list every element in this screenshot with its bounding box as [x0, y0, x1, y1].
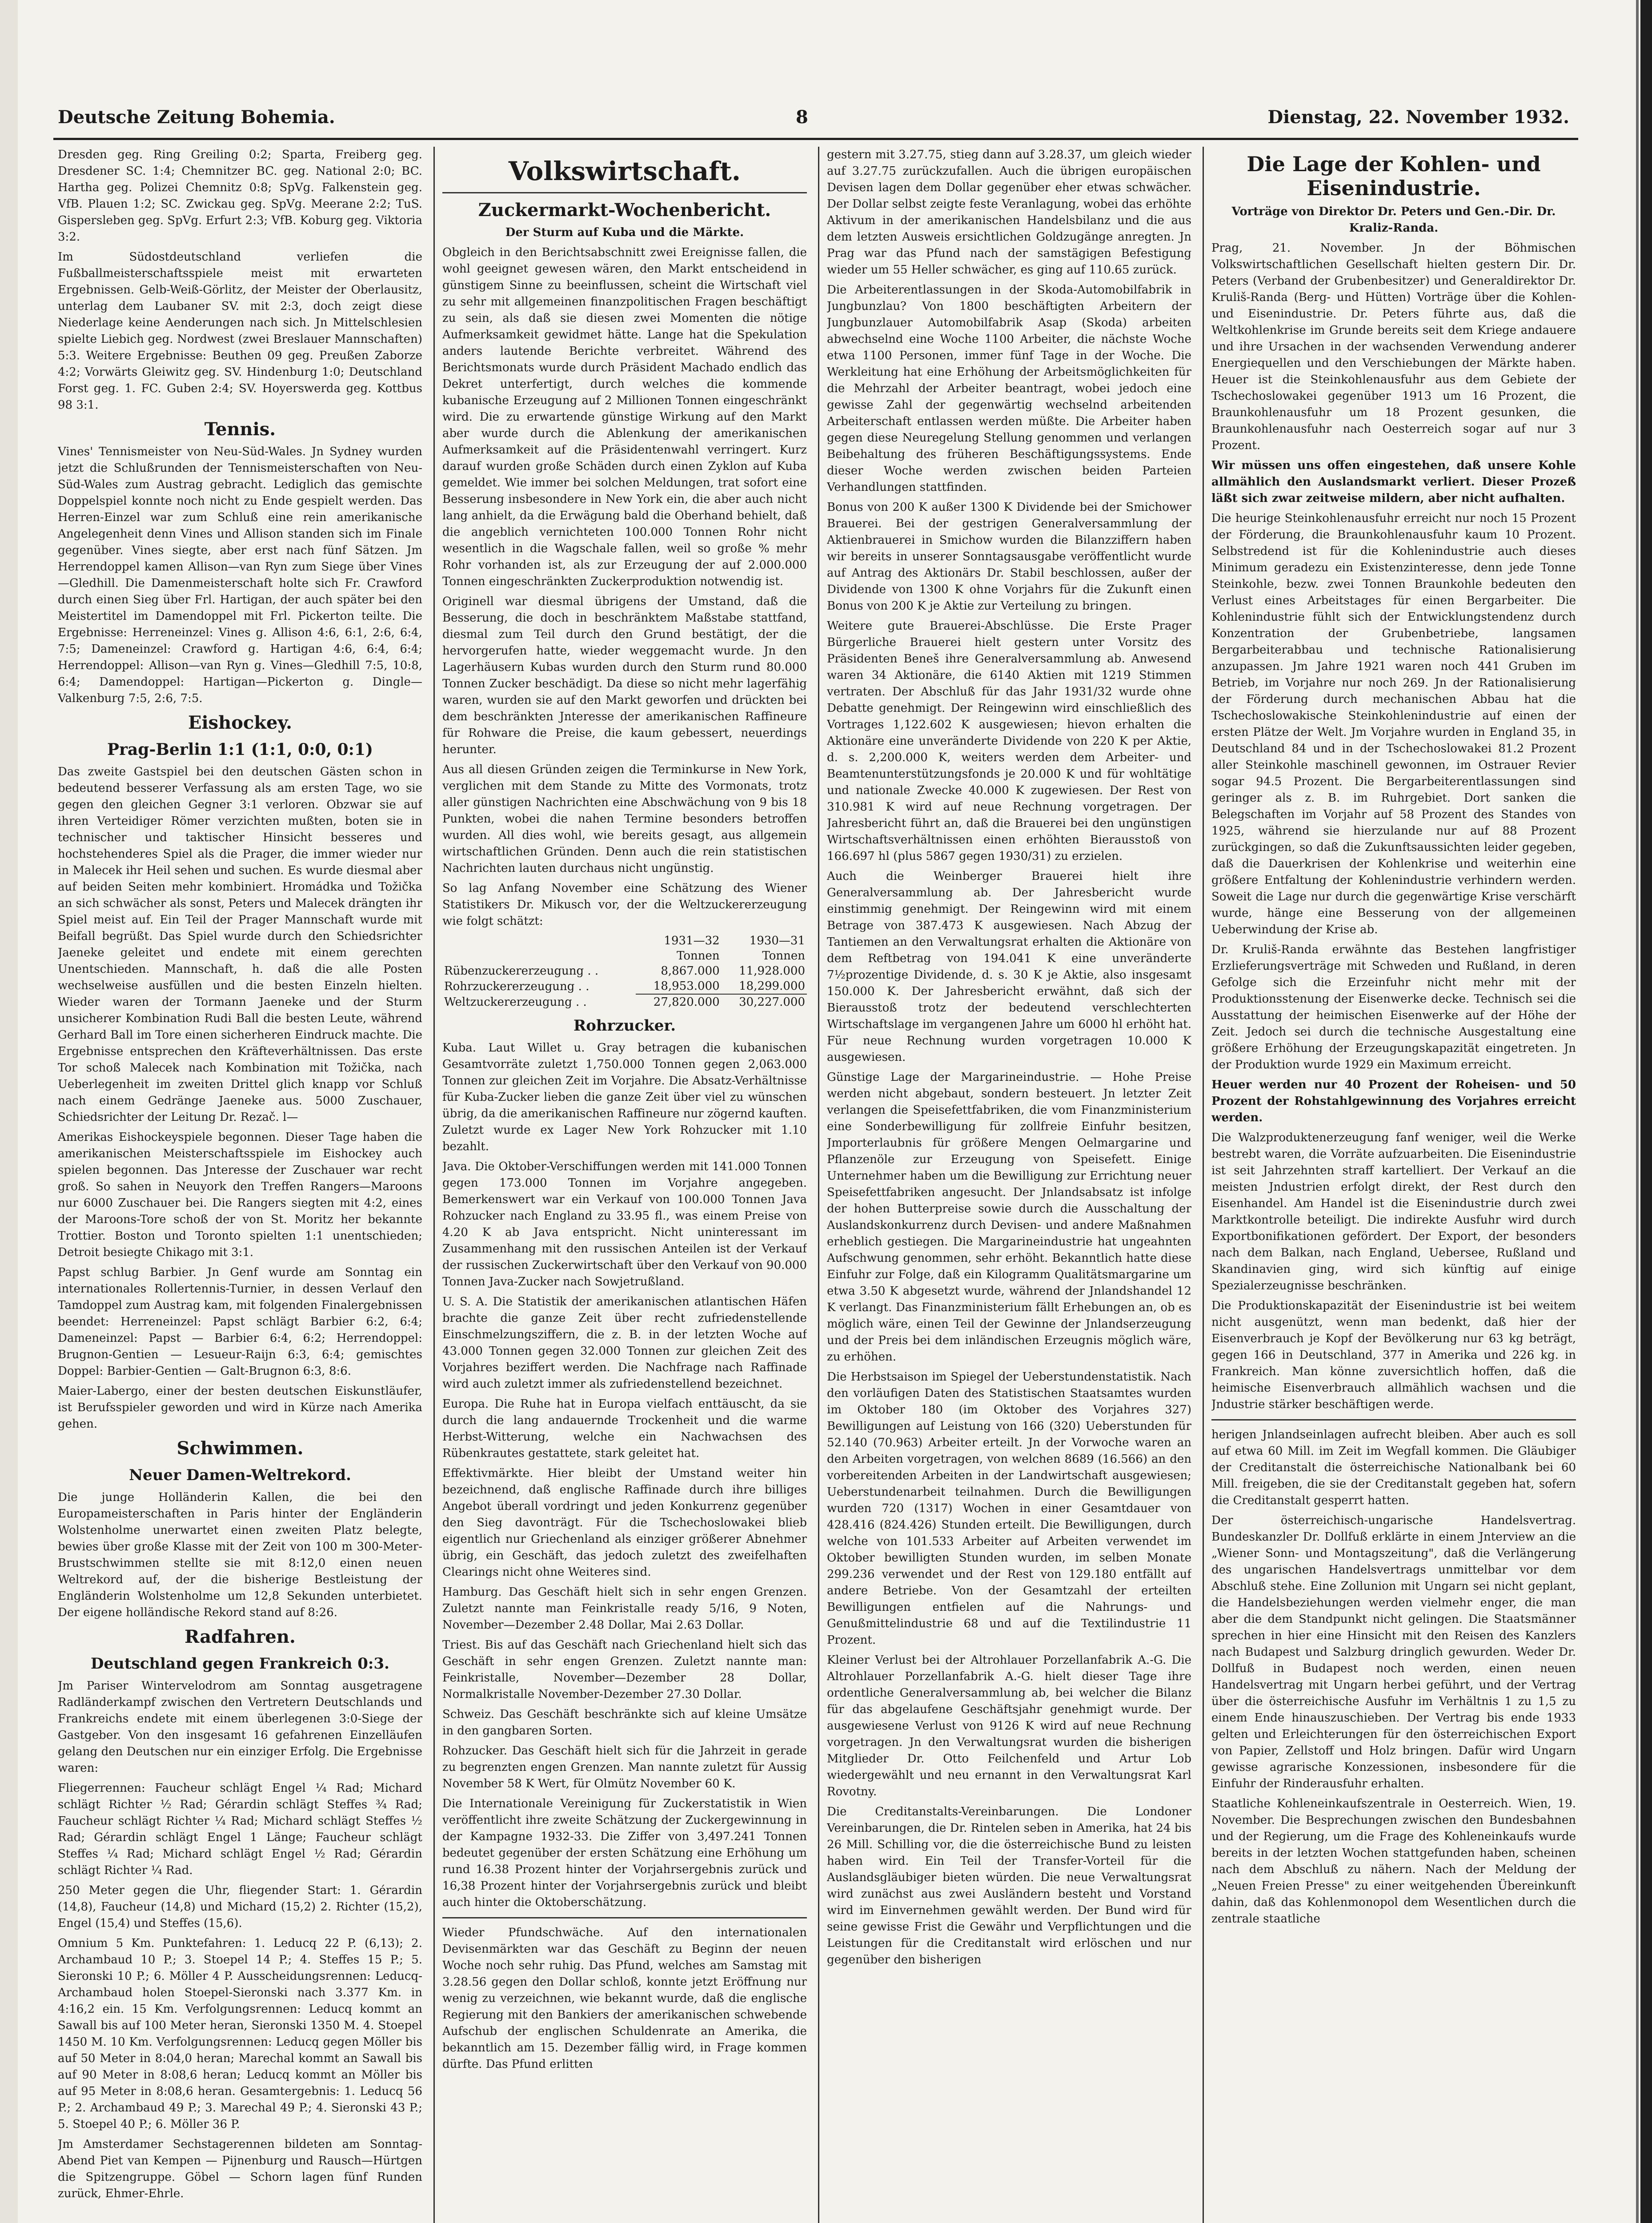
publication-name: Deutsche Zeitung Bohemia. [58, 107, 335, 128]
tennis-heading: Tennis. [204, 419, 276, 440]
sugar-effective-markets: Effektivmärkte. Hier bleibt der Umstand weiter hin bezeichnend, daß englische Raffinade durch ihre billiges Angebot überall vordringt und jeden Konkurrenz gegenüber den Sieg davonträgt. Für die Tschechoslowakei blieb eigentlich nur Griechenland als einziger größerer Abnehmer übrig, ein Geschäft, das jedoch zuletzt des zweifelhaften Clearings nicht ohne Weiteres sind. [442, 1467, 807, 1579]
issue-date: Dienstag, 22. November 1932. [1267, 107, 1569, 128]
table-unit-row: Tonnen Tonnen [677, 949, 805, 963]
americas-hockey: Amerikas Eishockeyspiele begonnen. Dieser Tage haben die amerikanischen Meisterschaftsspiele im Eishockey auch spielen begonnen. Das Jnteresse der Zuschauer war recht groß. So sahen in Neuyork den Treffen Rangers—Maroons nur 6000 Zuschauer bei. Die Rangers siegten mit 4:2, eines der Maroons-Tore schoß der von St. Moritz her bekannte Trottier. Boston und Toronto spielten 1:1 unentschieden; Detroit besiegte Chikago mit 3:1. [58, 1131, 422, 1259]
iron-p6: Die Walzproduktenerzeugung fanf weniger, weil die Werke bestrebt waren, die Vorräte aufzuarbeiten. Die Eisenindustrie ist seit Jahrzehnten straff kartelliert. Der Verkauf an die meisten Jndustrien erfolgt direkt, der Rest durch den Eisenhandel. Am Handel ist die Eisenindustrie durch zwei Marktkontrolle beteiligt. Die indirekte Ausfuhr wird durch Exportbonifikationen gefördert. Der Export, der besonders nach dem Balkan, nach England, Uebersee, Rußland und Skandinavien ging, wird sich künftig auf einige Spezialerzeugnisse beschränken. [1211, 1131, 1576, 1292]
coal-iron-kicker: Vorträge von Direktor Dr. Peters und Gen.-Dir. Dr. Kraliz-Randa. [1231, 205, 1556, 235]
article-rule [1211, 1419, 1576, 1420]
coal-p2: Wir müssen uns offen eingestehen, daß unsere Kohle allmählich den Auslandsmarkt verliert. Dieser Prozeß läßt sich zwar zeitweise mildern, aber nicht aufhalten. [1211, 459, 1576, 505]
page-header [40, 107, 1578, 133]
swimming-article: Die junge Holländerin Kallen, die bei den Europameisterschaften in Paris hinter der Engländerin Wolstenholme unerwartet einen zweiten Platz belegte, bewies über große Klasse mit der Zeit von 100 m 300-Meter-Brustschwimmen stellte sie mit 8:12,0 einen neuen Weltrekord auf, der die bisherige Bestleistung der Engländerin Wolstenholme um 12,8 Sekunden unterbietet. Der eigene holländische Rekord stand auf 8:26. [58, 1491, 422, 1619]
column-divider-1 [433, 147, 435, 2223]
sugar-europe: Europa. Die Ruhe hat in Europa vielfach enttäuscht, da sie durch die lang andauernde Trockenheit und die warme Herbst-Witterung, welche ein Nachwachsen des Rübenkrautes gestattete, stark geleitet hat. [442, 1397, 807, 1460]
austro-hungarian-trade: Der österreichisch-ungarische Handelsvertrag. Bundeskanzler Dr. Dollfuß erklärte in einem Jnterview an die „Wiener Sonn- und Montagszeitung", daß die Verlängerung des ungarischen Handelsvertrags unmittelbar vor dem Abschluß stehe. Eine Zollunion mit Ungarn sei nicht geplant, die Handelsbeziehungen werden vielmehr enger, die man aber die dem Standpunkt nicht gelingen. Die Staatsmänner sprechen in hier eine Hinsicht mit den Reisen des Kanzlers nach Budapest und Salzburg dringlich gewurden. Weder Dr. Dollfuß in Budapest noch werden, einen neuen Handelsvertrag mit Ungarn herbei geführt, und der Vertrag über die österreichische Ausfuhr im Verhältnis 1 zu 1,5 zu einem Ende hinauszuschieben. Der Vertrag bis ende 1933 gelten und Erleichterungen für den österreichischen Export von Papier, Zellstoff und Holz bringen. Dafür wird Ungarn gewisse agrarische Konzessionen, insbesondere für die Einfuhr der Rinderausfuhr erhalten. [1211, 1514, 1576, 1790]
section-rule [442, 192, 807, 193]
margarine-industry: Günstige Lage der Margarineindustrie. — Hohe Preise werden nicht abgebaut, sondern besteuert. Jn letzter Zeit verlangen die Speisefettfabriken, die vom Finanzministerium eine Sonderbewilligung für zollfreie Einfuhr besitzen, Jmporterlaubnis für größere Mengen Oelmargarine und Pflanzenöle zur Erzeugung von Speisefett. Einige Unternehmer haben um die Bewilligung zur Errichtung neuer Speisefettfabriken angesucht. Der Jnlandsabsatz ist infolge der hohen Butterpreise sowie durch die Ausschaltung der Auslandskonkurrenz durch Devisen- und andere Maßnahmen erheblich gestiegen. Die Margarineindustrie hat ungeahnten Aufschwung genommen, sehr erhöht. Bekanntlich hatte diese Einfuhr zur Folge, daß ein Kilogramm Qualitätsmargarine um etwa 3.50 K abgesetzt wurde, während der Jnlandshandel 12 K verlangt. Das Finanzministerium fällt Erhebungen an, ob es möglich wäre, einen Teil der Gewinne der Jnlandserzeugung und der Preis bei dem inländischen Erzeugnis möglich wäre, zu erhöhen. [827, 1071, 1191, 1364]
sugar-report-kicker: Der Sturm auf Kuba und die Märkte. [505, 226, 744, 239]
austrian-coal-center: Staatliche Kohleneinkaufszentrale in Oesterreich. Wien, 19. November. Die Besprechungen zwischen den Bundesbahnen und der Regierung, um die Frage des Kohleneinkaufs wurde bereits in der letzten Wochen stattgefunden haben, scheinen nach dem Abschluß zu nähern. Nach der Meldung der „Neuen Freien Presse" zu einer weitgehenden Übereinkunft dahin, daß das Kohlenmonopol dem Wesentlichen durch die zentrale staatliche [1211, 1797, 1576, 1926]
newspaper-page [40, 0, 1578, 2223]
sugar-p3: Aus all diesen Gründen zeigen die Terminkurse in New York, verglichen mit dem Stande zu Mitte des Vormonats, trotz aller günstigen Nachrichten eine Abschwächung von 9 bis 18 Punkten, wobei die nahen Termine besonders betroffen wurden. All dies wohl, wie bereits gesagt, aus allgemein wirtschaftlichen Gründen. Denn auch die rein statistischen Nachrichten lauten durchaus nicht ungünstig. [442, 763, 807, 875]
icehockey-subheading: Prag-Berlin 1:1 (1:1, 0:0, 0:1) [107, 740, 373, 759]
sugar-report-heading: Zuckermarkt-Wochenbericht. [478, 200, 771, 221]
roller-tennis: Papst schlug Barbier. Jn Genf wurde am Sonntag ein internationales Rollertennis-Turnier, in dessen Verlauf den Tamdoppel zum Austrag kam, mit folgenden Finalergebnissen beendet: Herreneinzel: Papst schlägt Barbier 6:2, 6:4; Dameneinzel: Papst — Barbier 6:4, 6:2; Herrendoppel: Brugnon-Gentien — Lesueur-Raijn 6:3, 6:4; gemischtes Doppel: Barbier-Gentien — Galt-Brugnon 6:3, 8:6. [58, 1266, 422, 1378]
table-row: Rohrzuckererzeugung . . 18,953.000 18,299.000 [442, 979, 807, 994]
economy-section-title: Volkswirtschaft. [508, 156, 741, 186]
currency-continued: gestern mit 3.27.75, stieg dann auf 3.28.37, um gleich wieder auf 3.27.75 zurückzufallen. Auch die übrigen europäischen Devisen lagen dem Dollar gegenüber eher etwas schwächer. Der Dollar selbst zeigte feste Veranlagung, wobei das erhöhte Aktivum in der amerikanischen Handelsbilanz und die aus dem letzten Ausweis ersichtlichen Goldzugänge anregten. Jn Prag war das Pfund nach der samstägigen Befestigung wieder um 55 Heller schwächer, es ging auf 110.65 zurück. [827, 148, 1191, 277]
swimming-heading: Schwimmen. [176, 1438, 304, 1459]
header-rule [53, 138, 1578, 140]
maier-labergo: Maier-Labergo, einer der besten deutschen Eiskunstläufer, ist Berufsspieler geworden und wird in Kürze nach Amerika gehen. [58, 1384, 422, 1431]
sugar-statistics: Die Internationale Vereinigung für Zuckerstatistik in Wien veröffentlicht ihre zweite Schätzung der Zuckergewinnung in der Kampagne 1932-33. Die Ziffer von 3,497.241 Tonnen bedeutet gegenüber der ersten Schätzung eine Erhöhung um rund 16.38 Prozent hinter der Vorjahrsergebnis zurück und 16,38 Prozent hinter der Vorjahrsergebnis zurück und bleibt auch hinter die Oktoberschätzung. [442, 1797, 807, 1909]
page-left-shadow [0, 0, 18, 2223]
table-row: Weltzuckererzeugung . . 27,820.000 30,227.000 [444, 995, 805, 1009]
creditanstalt-agreements: Die Creditanstalts-Vereinbarungen. Die Londoner Vereinbarungen, die Dr. Rintelen seben in Amerika, hat 24 bis 26 Mill. Schilling vor, die die österreichische Bund zu leisten haben wird. Ein Teil der Transfer-Vorteil für die Auslandsgläubiger bieten würden. Die neue Verwaltungsrat wird zunächst aus zwei Ausländern besteht und Vorstand wird im Einvernehmen gewählt werden. Der Bund wird für seine gewisse Frist die Gewähr und Verpflichtungen und die Leistungen für die Creditanstalt wird erlöschen und nur gegenüber den bisherigen [827, 1805, 1191, 1966]
icehockey-heading: Eishockey. [188, 712, 293, 733]
tennis-article: Vines' Tennismeister von Neu-Süd-Wales. Jn Sydney wurden jetzt die Schlußrunden der Tennismeisterschaften von Neu-Süd-Wales zum Austrag gebracht. Lediglich das gemischte Doppelspiel konnte noch nicht zu Ende gespielt werden. Das Herren-Einzel war zum Schluß eine rein amerikanische Angelegenheit denn Vines und Allison standen sich im Finale gegenüber. Vines siegte, aber erst nach fünf Sätzen. Jm Herrendoppel kamen Allison—van Ryn zum Siege über Vines—Gledhill. Die Damenmeisterschaft holte sich Fr. Crawford durch einen Sieg über Frl. Hartigan, der auch später bei den Meistertitel im Damendoppel mit Frl. Pickerton teilte. Die Ergebnisse: Herreneinzel: Vines g. Allison 4:6, 6:1, 2:6, 6:4, 7:5; Dameneinzel: Crawford g. Hartigan 4:6, 6:4, 6:4; Herrendoppel: Allison—van Ryn g. Vines—Gledhill 7:5, 10:8, 6:4; Damendoppel: Hartigan—Pickerton g. Dingle—Valkenburg 7:5, 2:6, 7:5. [58, 445, 422, 705]
swimming-subheading: Neuer Damen-Weltrekord. [129, 1466, 351, 1484]
weinberger-brewery: Auch die Weinberger Brauerei hielt ihre Generalversammlung ab. Der Jahresbericht wurde einstimmig genehmigt. Der Reingewinn wird mit einem Betrage von 387.473 K ausgewiesen. Nach Abzug der Tantiemen an den Verwaltungsrat erhalten die Aktionäre von dem Reftbetrag von 194.041 K eine unveränderte 7½prozentige Dividende, d. s. 30 K je Aktie, also insgesamt 150.000 K. Der Jahresbericht erwähnt, daß sich der Bierausstoß trotz der bedeutend verschlechterten Wirtschaftslage im vergangenen Jahre um 6000 hl erhöht hat. Für neue Rechnung wurden vorgetragen 10.000 K ausgewiesen. [827, 870, 1191, 1064]
cycling-sprint: Fliegerrennen: Faucheur schlägt Engel ¼ Rad; Michard schlägt Richter ½ Rad; Gérardin schlägt Steffes ¾ Rad; Faucheur schlägt Richter ¼ Rad; Michard schlägt Steffes ½ Rad; Gérardin schlägt Engel 1 Länge; Faucheur schlägt Steffes ¼ Rad; Michard schlägt Engel ½ Rad; Gérardin schlägt Richter ¼ Rad. [58, 1782, 422, 1877]
page-edge-inner [1636, 0, 1639, 2223]
cycling-heading: Radfahren. [184, 1626, 296, 1647]
pound-weakness: Wieder Pfundschwäche. Auf den internationalen Devisenmärkten war das Geschäft zu Beginn der neuen Woche noch sehr ruhig. Das Pfund, welches am Samstag mit 3.28.56 gegen den Dollar schloß, konnte jetzt Eröffnung nur wenig zu verzeichnen, wie bekannt wurde, daß die englische Regierung mit den Bankiers der amerikanischen schwebende Aufschub der englischen Schuldenrate an Amerika, die bekanntlich am 15. Dezember fällig wird, in Frage kommen dürfte. Das Pfund erlitten [442, 1926, 807, 2071]
southeast-football: Im Südostdeutschland verliefen die Fußballmeisterschaftsspiele meist mit erwarteten Ergebnissen. Gelb-Weiß-Görlitz, der Meister der Oberlausitz, unterlag dem Laubaner SV. mit 2:3, doch zeigt diese Niederlage keine Aenderungen nach sich. Jn Mittelschlesien spielte Liebich geg. Nordwest (zwei Breslauer Mannschaften) 5:3. Weitere Ergebnisse: Beuthen 09 geg. Preußen Zaborze 4:2; Vorwärts Gleiwitz geg. SV. Hindenburg 1:0; Deutschland Forst geg. 1. FC. Guben 2:4; SV. Hoyerswerda geg. Kottbus 98 3:1. [58, 250, 422, 412]
football-results: Dresden geg. Ring Greiling 0:2; Sparta, Freiberg geg. Dresdener SC. 1:4; Chemnitzer BC. geg. National 2:0; BC. Hartha geg. Polizei Chemnitz 0:8; SpVg. Falkenstein geg. VfB. Plauen 1:2; SC. Zwickau geg. SpVg. Meerane 2:2; TuS. Gispersleben geg. SpVg. Erfurt 2:3; VfB. Koburg geg. Viktoria 3:2. [58, 148, 422, 244]
article-rule [442, 1917, 807, 1918]
column-economy [442, 147, 807, 2223]
iron-p7: Die Produktionskapazität der Eisenindustrie ist bei weitem nicht ausgenützt, wenn man bedenkt, daß hier der Eisenverbrauch je Kopf der Bevölkerung nur 63 kg beträgt, gegen 166 in Deutschland, 377 in Amerika und 226 kg. in Frankreich. Man könne zuversichtlich hoffen, daß die heimische Eisenverbrauch allmählich wachsen und die Jndustrie stärker beschäftigen werde. [1211, 1299, 1576, 1411]
skoda-layoffs: Die Arbeiterentlassungen in der Skoda-Automobilfabrik in Jungbunzlau? Von 1800 beschäftigten Arbeitern der Jungbunzlauer Automobilfabrik Asap (Skoda) arbeiten abwechselnd eine Woche 1100 Arbeiter, die nächste Woche etwa 1100 Personen, immer fünf Tage in der Woche. Die Werkleitung hat eine Erhöhung der Arbeitsmöglichkeiten für die Mehrzahl der Arbeiter beantragt, wobei jedoch eine gewisse Zahl der gegenwärtig wechselnd arbeitenden Arbeiterschaft entlassen werden müßte. Die Arbeiter haben gegen diese Neuregelung Stellung genommen und verlangen Beibehaltung des früheren Beschäftigungssystems. Ende dieser Woche werden zwischen beiden Parteien Verhandlungen stattfinden. [827, 283, 1191, 494]
cycling-subheading: Deutschland gegen Frankreich 0:3. [91, 1655, 389, 1673]
column-business [827, 147, 1191, 2223]
table-header-row: 1931—32 1930—31 [664, 934, 805, 947]
coal-p1: Prag, 21. November. Jn der Böhmischen Volkswirtschaftlichen Gesellschaft hielten gestern Dir. Dr. Peters (Verband der Grubenbesitzer) und Generaldirektor Dr. Kruliš-Randa (Berg- und Hütten) Vorträge über die Kohlen- und Eisenindustrie. Dr. Peters führte aus, daß die Weltkohlenkrise im Grunde bereits seit dem Kriege andauere und ihre Ursachen in der wachsenden Verwendung anderer Energiequellen und den Verschiebungen der Märkte haben. Heuer ist die Steinkohlenausfuhr aus dem Gebiete der Tschechoslowakei gegenüber 1913 um 16 Prozent, die Braunkohlenausfuhr um 18 Prozent gesunken, die Braunkohlenausfuhr nach Oesterreich sogar auf nur 3 Prozent. [1211, 241, 1576, 452]
sugar-trieste: Triest. Bis auf das Geschäft nach Griechenland hielt sich das Geschäft in sehr engen Grenzen. Zuletzt nannte man: Feinkristalle, November—Dezember 28 Dollar, Normalkristalle November-Dezember 27.30 Dollar. [442, 1638, 807, 1701]
column-coal-iron [1211, 147, 1576, 2223]
sugar-hamburg: Hamburg. Das Geschäft hielt sich in sehr engen Grenzen. Zuletzt nannte man Feinkristalle ready 5/16, 9 Noten, November—Dezember 2.48 Dollar, Mai 2.63 Dollar. [442, 1585, 807, 1632]
page-number: 8 [796, 107, 808, 128]
table-row: Rübenzuckererzeugung . . 8,867.000 11,928.000 [444, 964, 805, 978]
iron-p5: Heuer werden nur 40 Prozent der Roheisen- und 50 Prozent der Rohstahlgewinnung des Vorjahres erreicht werden. [1211, 1078, 1576, 1124]
coal-p3: Die heurige Steinkohlenausfuhr erreicht nur noch 15 Prozent der Förderung, die Braunkohlenausfuhr kaum 10 Prozent. Selbstredend ist für die Kohlenindustrie auch dieses Minimum geradezu ein Existenzinteresse, denn jede Tonne Steinkohle, bezw. zwei Tonnen Braunkohle bedeuten den Verlust eines Arbeitstages für einen Bergarbeiter. Die Kohlenindustrie fühlt sich der Entwicklungstendenz durch Konzentration der Grubenbetriebe, langsamen Bergarbeiterabbau und technische Rationalisierung anzupassen. Jm Jahre 1921 waren noch 441 Gruben im Betrieb, im Vorjahre nur noch 269. Jn der Rationalisierung der Förderung durch mechanischen Abbau hat die Tschechoslowakische Steinkohlenindustrie auf einen der ersten Plätze der Welt. Jm Vorjahre wurden in England 35, in Deutschland 84 und in der Tschechoslowakei 81.2 Prozent aller Steinkohle maschinell gewonnen, im Ostrauer Revier sogar 94.5 Prozent. Die Bergarbeiterentlassungen sind geringer als z. B. im Ruhrgebiet. Dort sanken die Belegschaften im Vorjahr auf 58 Prozent des Standes von 1925, während sie hierzulande nur auf 88 Prozent zurückgingen, so daß die Zukunftsaussichten leider gegeben, daß die Dauerkrisen der Kohlenkrise und weiterhin eine größere Entfaltung der Kohlenindustrie verhindern werden. Soweit die Lage nur durch die gegenwärtige Krise verschärft wurde, hänge eine Besserung von der allgemeinen Ueberwindung der Krise ab. [1211, 512, 1576, 936]
creditanstalt-continued: herigen Jnlandseinlagen aufrecht bleiben. Aber auch es soll auf etwa 60 Mill. im Zeit im Wegfall kommen. Die Gläubiger der Creditanstalt die österreichische Nationalbank bei 60 Mill. freigeben, die sie der Creditanstalt gegeben hat, sofern die Creditanstalt gesperrt hatten. [1211, 1428, 1576, 1507]
column-divider-2 [818, 147, 819, 2223]
sugar-raw: Rohzucker. Das Geschäft hielt sich für die Jahrzeit in gerade zu begrenzten engen Grenzen. Man nannte zuletzt für Aussig November 58 K Wert, für Olmütz November 60 K. [442, 1744, 807, 1790]
sugar-p4: So lag Anfang November eine Schätzung des Wiener Statistikers Dr. Mikusch vor, der die Weltzuckererzeugung wie folgt schätzt: [442, 882, 807, 928]
brewery-results: Weitere gute Brauerei-Abschlüsse. Die Erste Prager Bürgerliche Brauerei hielt gestern unter Vorsitz des Präsidenten Beneš ihre Generalversammlung ab. Anwesend waren 34 Aktionäre, die 6140 Aktien mit 1219 Stimmen vertraten. Der Abschluß für das Jahr 1931/32 wurde ohne Debatte genehmigt. Der Reingewinn wird einschließlich des Vortrages 1,122.602 K ausgewiesen; hievon erhalten die Aktionäre eine unveränderte Dividende von 220 K per Aktie, d. s. 2,200.000 K, weiters werden dem Arbeiter- und Beamtenunterstützungsfonds je 20.000 K und für wohltätige und nationale Zwecke 40.000 K zugewiesen. Der Rest von 310.981 K wird auf neue Rechnung vorgetragen. Der Jahresbericht führt an, daß die Brauerei bei den ungünstigen Wirtschaftsverhältnissen einen erhöhten Bierausstoß von 166.697 hl (plus 5867 gegen 1930/31) zu erzielen. [827, 619, 1191, 863]
altrohlau-porcelain: Kleiner Verlust bei der Altrohlauer Porzellanfabrik A.-G. Die Altrohlauer Porzellanfabrik A.-G. hielt dieser Tage ihre ordentliche Generalversammlung ab, bei welcher die Bilanz für das abgelaufene Geschäftsjahr genehmigt wurde. Der ausgewiesene Verlust von 9126 K wird auf neue Rechnung vorgetragen. Jn den Verwaltungsrat wurden die bisherigen Mitglieder Dr. Otto Feilchenfeld und Artur Lob wiedergewählt und neu ernannt in den Verwaltungsrat Karl Rovotny. [827, 1653, 1191, 1798]
sugar-cuba: Kuba. Laut Willet u. Gray betragen die kubanischen Gesamtvorräte zuletzt 1,750.000 Tonnen gegen 2,063.000 Tonnen zur gleichen Zeit im Vorjahre. Die Absatz-Verhältnisse für Kuba-Zucker lieben die ganze Zeit über viel zu wünschen übrig, da die amerikanischen Raffineure nur zögernd kauften. Zuletzt wurde ex Lager New York Rohzucker mit 1.10 bezahlt. [442, 1041, 807, 1153]
iron-p4: Dr. Kruliš-Randa erwähnte das Bestehen langfristiger Erzlieferungsverträge mit Schweden und Rußland, in deren Gefolge sich die Erzeinfuhr nicht mehr mit der Produktionsstenung der Eisenwerke decke. Technisch sei die Ausstattung der heimischen Eisenwerke auf der Höhe der Zeit. Jedoch sei durch die technische Ausgestaltung eine größere Erhöhung der Erzeugungskapazität eingetreten. Jn der Produktion wurde 1929 ein Maximum erreicht. [1211, 943, 1576, 1071]
smichow-brewery: Bonus von 200 K außer 1300 K Dividende bei der Smichower Brauerei. Bei der gestrigen Generalversammlung der Aktienbrauerei in Smichow wurden die Bilanzziffern haben wir bereits in unserer Sonntagsausgabe veröffentlicht wurde auf Antrag des Aktionärs Dr. Stabil beschlossen, außer der Dividende von 1300 K ohne Vorjahrs für die Zukunft einen Bonus von 200 K je Aktie zur Verteilung zu bringen. [827, 501, 1191, 613]
page-edge [1640, 0, 1652, 2223]
column-divider-3 [1203, 147, 1204, 2223]
sugar-switzerland: Schweiz. Das Geschäft beschränkte sich auf kleine Umsätze in den gangbaren Sorten. [442, 1708, 807, 1737]
sugar-java: Java. Die Oktober-Verschiffungen werden mit 141.000 Tonnen gegen 173.000 Tonnen im Vorjahre angegeben. Bemerkenswert war ein Verkauf von 100.000 Tonnen Java Rohzucker nach England zu 33.95 fl., was einem Preise von 4.20 K ab Java entspricht. Nicht uninteressant im Zusammenhang mit den russischen Anteilen ist der Verkauf der russischen Zuckerwirtschaft über den Verkauf von 90.000 Tonnen Java-Zucker nach Sowjetrußland. [442, 1160, 807, 1288]
cycling-intro: Jm Pariser Wintervelodrom am Sonntag ausgetragene Radländerkampf zwischen den Vertretern Deutschlands und Frankreichs endete mit einem überlegenen 3:0-Siege der Gastgeber. Von den insgesamt 16 gefahrenen Einzelläufen gelang den Deutschen nur ein einziger Erfolg. Die Ergebnisse waren: [58, 1679, 422, 1775]
cycling-time-trial: 250 Meter gegen die Uhr, fliegender Start: 1. Gérardin (14,8), Faucheur (14,8) und Michard (15,2) 2. Richter (15,2), Engel (15,4) und Steffes (15,6). [58, 1884, 422, 1930]
coal-iron-heading: Die Lage der Kohlen- und Eisenindustrie. [1247, 152, 1541, 200]
icehockey-article: Das zweite Gastspiel bei den deutschen Gästen schon in bedeutend besserer Verfassung als am ersten Tage, wo sie gegen den gleichen Gegner 3:1 verloren. Obzwar sie auf ihren Verteidiger Römer verzichten mußten, boten sie in technischer und taktischer Hinsicht besseres und hochstehenderes Spiel als die Prager, die immer wieder nur in Malecek ihr Heil sehen und suchen. Es wurde diesmal aber auf beiden Seiten mehr kombiniert. Hromádka und Tožička an sich schwächer als sonst, Peters und Malecek drängten ihr Spiel meist auf. Ein Teil der Prager Mannschaft wurde mit Beifall begrüßt. Das Spiel wurde durch den Schiedsrichter Jaeneke geleitet und endete mit einem gerechten Unentschieden. Mannschaft, h. daß die alle Posten wechselweise ausfüllen und die besten Einzeln hielten. Wieder waren der Tormann Jaeneke und der Sturm unsicherer Kombination Rudi Ball die besten Leute, während Gerhard Ball im Tore einen sicherheren Eindruck machte. Die Ergebnisse entsprechen den Kräfteverhältnissen. Das erste Tor schoß Malecek nach Kombination mit Tožička, nach Ueberlegenheit im zweiten Drittel glich knapp vor Schluß nach einem Gedränge Jaeneke aus. 5000 Zuschauer, Schiedsrichter der Leitung Dr. Rezač. l— [58, 765, 422, 1124]
sugar-usa: U. S. A. Die Statistik der amerikanischen atlantischen Häfen brachte die ganze Zeit über recht zufriedenstellende Einschmelzungsziffern, die z. B. in der letzten Woche auf 43.000 Tonnen gegen 32.000 Tonnen zur gleichen Zeit des Vorjahres beziffert werden. Die Nachfrage nach Raffinade wird auch zuletzt immer als zufriedenstellend bezeichnet. [442, 1295, 807, 1391]
cycling-omnium: Omnium 5 Km. Punktefahren: 1. Leducq 22 P. (6,13); 2. Archambaud 10 P.; 3. Stoepel 14 P.; 4. Steffes 15 P.; 5. Sieronski 10 P.; 6. Möller 4 P. Ausscheidungsrennen: Leducq-Archambaud holen Stoepel-Sieronski nach 3.377 Km. in 4:16,2 ein. 15 Km. Verfolgungsrennen: Leducq kommt an Sawall bis auf 100 Meter heran, Sieronski 1350 M. 4. Stoepel 1450 M. 10 Km. Verfolgungsrennen: Leducq gegen Möller bis auf 50 Meter in 8:04,0 heran; Marechal kommt an Sawall bis auf 90 Meter in 8:08,6 heran; Leducq kommt an Möller bis auf 95 Meter in 8:08,6 heran. Gesamtergebnis: 1. Leducq 56 P.; 2. Archambaud 49 P.; 3. Marechal 49 P.; 4. Sieronski 43 P.; 5. Stoepel 40 P.; 6. Möller 36 P. [58, 1937, 422, 2131]
cycling-sixdays: Jm Amsterdamer Sechstagerennen bildeten am Sonntag-Abend Piet van Kempen — Pijnenburg und Rausch—Hürtgen die Spitzengruppe. Göbel — Schorn lagen fünf Runden zurück, Ehmer-Ehrle. [58, 2138, 422, 2200]
sugar-p2: Originell war diesmal übrigens der Umstand, daß die Besserung, die doch in beschränktem Maßstabe stattfand, diesmal zum Teil durch den Grund bestätigt, der die hervorgerufen hatte, wieder weggemacht wurde. Jn den Lagerhäusern Kubas wurden durch den Sturm rund 80.000 Tonnen Zucker beschädigt. Da diese so nicht mehr lagerfähig waren, wurden sie auf den Markt geworfen und drückten bei dem beschränkten Jnteresse der amerikanischen Raffineure für Rohware die Preise, die kaum gebessert, neuerdings herunter. [442, 595, 807, 756]
raw-sugar-heading: Rohrzucker. [573, 1017, 676, 1035]
overtime-statistics: Die Herbstsaison im Spiegel der Ueberstundenstatistik. Nach den vorläufigen Daten des Statistischen Staatsamtes wurden im Oktober 180 (im Oktober des Vorjahres 327) Bewilligungen auf Leistung von 166 (320) Ueberstunden für 52.140 (70.963) Arbeiter erteilt. Jn der Vorwoche waren an den Arbeiten vorgetragen, von welchen 8689 (16.566) an den vorbereitenden Arbeiten in der Landwirtschaft ausgewiesen; Ueberstundenarbeit teilnahmen. Durch die Bewilligungen wurden 720 (1317) Wochen in einer Gesamtdauer von 428.416 (824.426) Stunden erteilt. Die Bewilligungen, durch welche von 101.533 Arbeiter auf Arbeiten verwendet im Oktober bewilligten Stunden wurden, im selben Monate 299.236 verwendet und der Rest von 129.180 entfällt auf andere Betriebe. Von der Gesamtzahl der erteilten Bewilligungen entfielen auf die Nahrungs- und Genußmittelindustrie 68 und auf die Textilindustrie 11 Prozent. [827, 1370, 1191, 1647]
sugar-production-table [442, 933, 807, 1010]
column-sport [58, 147, 422, 2223]
sugar-p1: Obgleich in den Berichtsabschnitt zwei Ereignisse fallen, die wohl geeignet gewesen wären, den Markt entscheidend in günstigem Sinne zu beeinflussen, scheint die Wirtschaft viel zu sehr mit allgemeinen finanzpolitischen Fragen beschäftigt zu sein, als daß sie diesen zwei Momenten die nötige Aufmerksamkeit gewidmet hätte. Lange hat die Spekulation anders lautende Berichte verbreitet. Während des Berichtsmonats wurde durch Präsident Machado endlich das Dekret unterfertigt, durch welches die kommende kubanische Erzeugung auf 2 Millionen Tonnen eingeschränkt wird. Die zu erwartende günstige Wirkung auf den Markt aber wurde durch die Ablenkung der amerikanischen Aufmerksamkeit auf die Präsidentenwahl verringert. Kurz darauf wurden große Schäden durch einen Zyklon auf Kuba gemeldet. Wie immer bei solchen Meldungen, trat sofort eine Besserung insbesondere in New York ein, die aber auch nicht lang anhielt, da die Erwägung bald die Oberhand behielt, daß die angeblich vernichteten 100.000 Tonnen Rohr nicht wesentlich in die Wagschale fallen, weil so große % mehr Rohr vorhanden ist, als zur Erzeugung der auf 2.000.000 Tonnen eingeschränkten Zuckerproduktion notwendig ist. [442, 246, 807, 588]
